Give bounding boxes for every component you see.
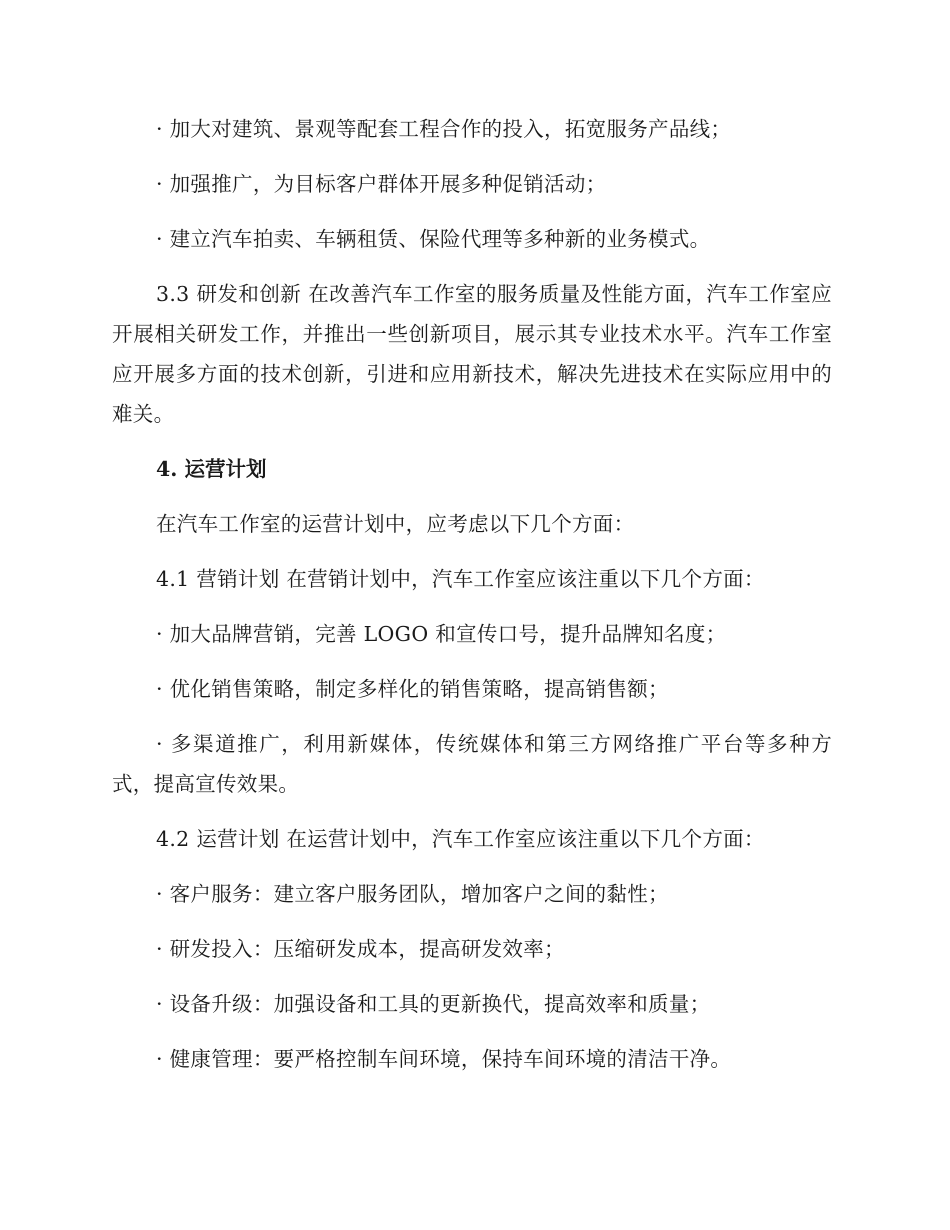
- bullet-item: · 加大对建筑、景观等配套工程合作的投入，拓宽服务产品线；: [156, 117, 732, 141]
- document-page: [112, 109, 832, 1079]
- bullet-item: · 多渠道推广，利用新媒体，传统媒体和第三方网络推广平台等多种方式，提高宣传效果。: [112, 732, 832, 796]
- subsection-paragraph: 4.2 运营计划 在运营计划中，汽车工作室应该注重以下几个方面：: [156, 827, 765, 851]
- section-heading: 4. 运营计划: [156, 457, 267, 481]
- bullet-item: · 健康管理：要严格控制车间环境，保持车间环境的清洁干净。: [156, 1047, 732, 1071]
- bullet-item: · 加大品牌营销，完善 LOGO 和宣传口号，提升品牌知名度；: [156, 622, 727, 646]
- subsection-paragraph: 4.1 营销计划 在营销计划中，汽车工作室应该注重以下几个方面：: [156, 567, 765, 591]
- bullet-item: · 研发投入：压缩研发成本，提高研发效率；: [156, 937, 565, 961]
- bullet-item: · 加强推广，为目标客户群体开展多种促销活动；: [156, 172, 607, 196]
- section-paragraph: 3.3 研发和创新 在改善汽车工作室的服务质量及性能方面，汽车工作室应开展相关研发工作，并推出一些创新项目，展示其专业技术水平。汽车工作室应开展多方面的技术创新，引进和应用新技术，解决先进技术在实际应用中的难关。: [112, 282, 832, 426]
- bullet-item: · 设备升级：加强设备和工具的更新换代，提高效率和质量；: [156, 992, 711, 1016]
- bullet-item: · 客户服务：建立客户服务团队，增加客户之间的黏性；: [156, 882, 669, 906]
- bullet-item: · 优化销售策略，制定多样化的销售策略，提高销售额；: [156, 677, 669, 701]
- bullet-item: · 建立汽车拍卖、车辆租赁、保险代理等多种新的业务模式。: [156, 227, 711, 251]
- body-paragraph: 在汽车工作室的运营计划中，应考虑以下几个方面：: [156, 512, 635, 536]
